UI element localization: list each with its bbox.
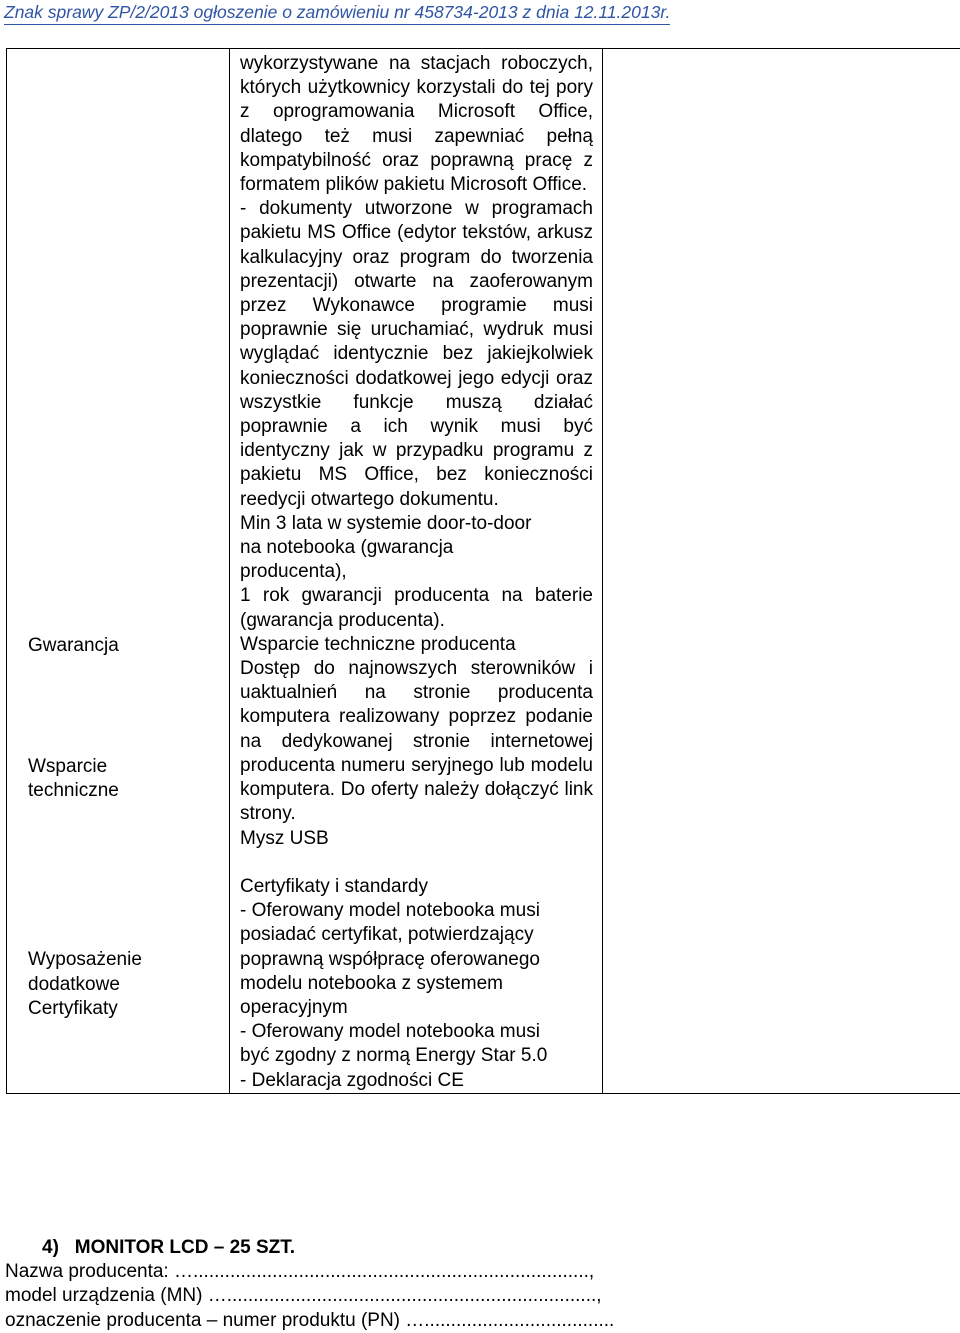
label-gwarancja: Gwarancja [28, 634, 229, 658]
cert-line-2: - Oferowany model notebooka musi [240, 899, 593, 923]
gwarancja-line-1: Min 3 lata w systemie door-to-door [240, 512, 593, 536]
cert-line-8: być zgodny z normą Energy Star 5.0 [240, 1044, 593, 1068]
cert-line-4: poprawną współpracę oferowanego [240, 948, 593, 972]
gwarancja-line-4: 1 rok gwarancji producenta na baterie (gwarancja producenta). [240, 584, 593, 632]
wsparcie-body: Dostęp do najnowszych sterowników i uaktualnień na stronie producenta komputera realizowany poprzez podanie na dedykowanej stronie internetowej producenta numeru seryjnego lub modelu komputera. Do oferty należy dołączyć link strony. [240, 657, 593, 826]
label-wsparcie-1: Wsparcie [28, 755, 229, 779]
software-paragraph-2: - dokumenty utworzone w programach pakietu MS Office (edytor tekstów, arkusz kalkulacyjny oraz program do tworzenia prezentacji) otwarte na zaoferowanym przez Wykonawce programie musi poprawnie się uruchamiać, wydruk musi wyglądać identycznie bez jakiejkolwiek konieczności dodatkowej jego edycji oraz wszystkie funkcje muszą działać poprawnie a ich wynik musi być identyczny jak w przypadku programu z pakietu MS Office, bez konieczności reedycji otwartego dokumentu. [240, 197, 593, 512]
wsparcie-title: Wsparcie techniczne producenta [240, 633, 593, 657]
cert-line-9: - Deklaracja zgodności CE [240, 1069, 593, 1093]
section-heading [5, 1236, 614, 1260]
label-wyposazenie-2: dodatkowe [28, 973, 229, 997]
label-wyposazenie-1: Wyposażenie [28, 948, 229, 972]
requirement-column [230, 49, 603, 1094]
software-paragraph-1: wykorzystywane na stacjach roboczych, których użytkownicy korzystali do tej pory z oprogramowania Microsoft Office, dlatego też musi zapewniać pełną kompatybilność oraz poprawną pracę z formatem plików pakietu Microsoft Office. [240, 52, 593, 197]
gwarancja-line-3: producenta), [240, 560, 593, 584]
cert-line-5: modelu notebooka z systemem [240, 972, 593, 996]
cert-line-3: posiadać certyfikat, potwierdzający [240, 923, 593, 947]
section-title: MONITOR LCD – 25 SZT. [75, 1237, 295, 1258]
gwarancja-line-2: na notebooka (gwarancja [240, 536, 593, 560]
label-certyfikaty: Certyfikaty [28, 997, 229, 1021]
spec-table [6, 48, 960, 1094]
document-header: Znak sprawy ZP/2/2013 ogłoszenie o zamówieniu nr 458734-2013 z dnia 12.11.2013r. [4, 2, 670, 25]
producer-name-line: Nazwa producenta: …..........................................................................., [5, 1260, 614, 1284]
device-model-line: model urządzenia (MN) …......................................................................, [5, 1284, 614, 1308]
table-row [7, 49, 960, 1094]
section-number: 4) [42, 1237, 59, 1258]
cert-line-6: operacyjnym [240, 996, 593, 1020]
offer-column [603, 49, 960, 1094]
footer-section [5, 1236, 614, 1333]
label-wsparcie-2: techniczne [28, 779, 229, 803]
product-number-line: oznaczenie producenta – numer produktu (PN) ….................................... [5, 1309, 614, 1333]
cert-line-7: - Oferowany model notebooka musi [240, 1020, 593, 1044]
wyposazenie-value: Mysz USB [240, 827, 593, 851]
cert-line-1: Certyfikaty i standardy [240, 875, 593, 899]
label-column [7, 49, 230, 1094]
